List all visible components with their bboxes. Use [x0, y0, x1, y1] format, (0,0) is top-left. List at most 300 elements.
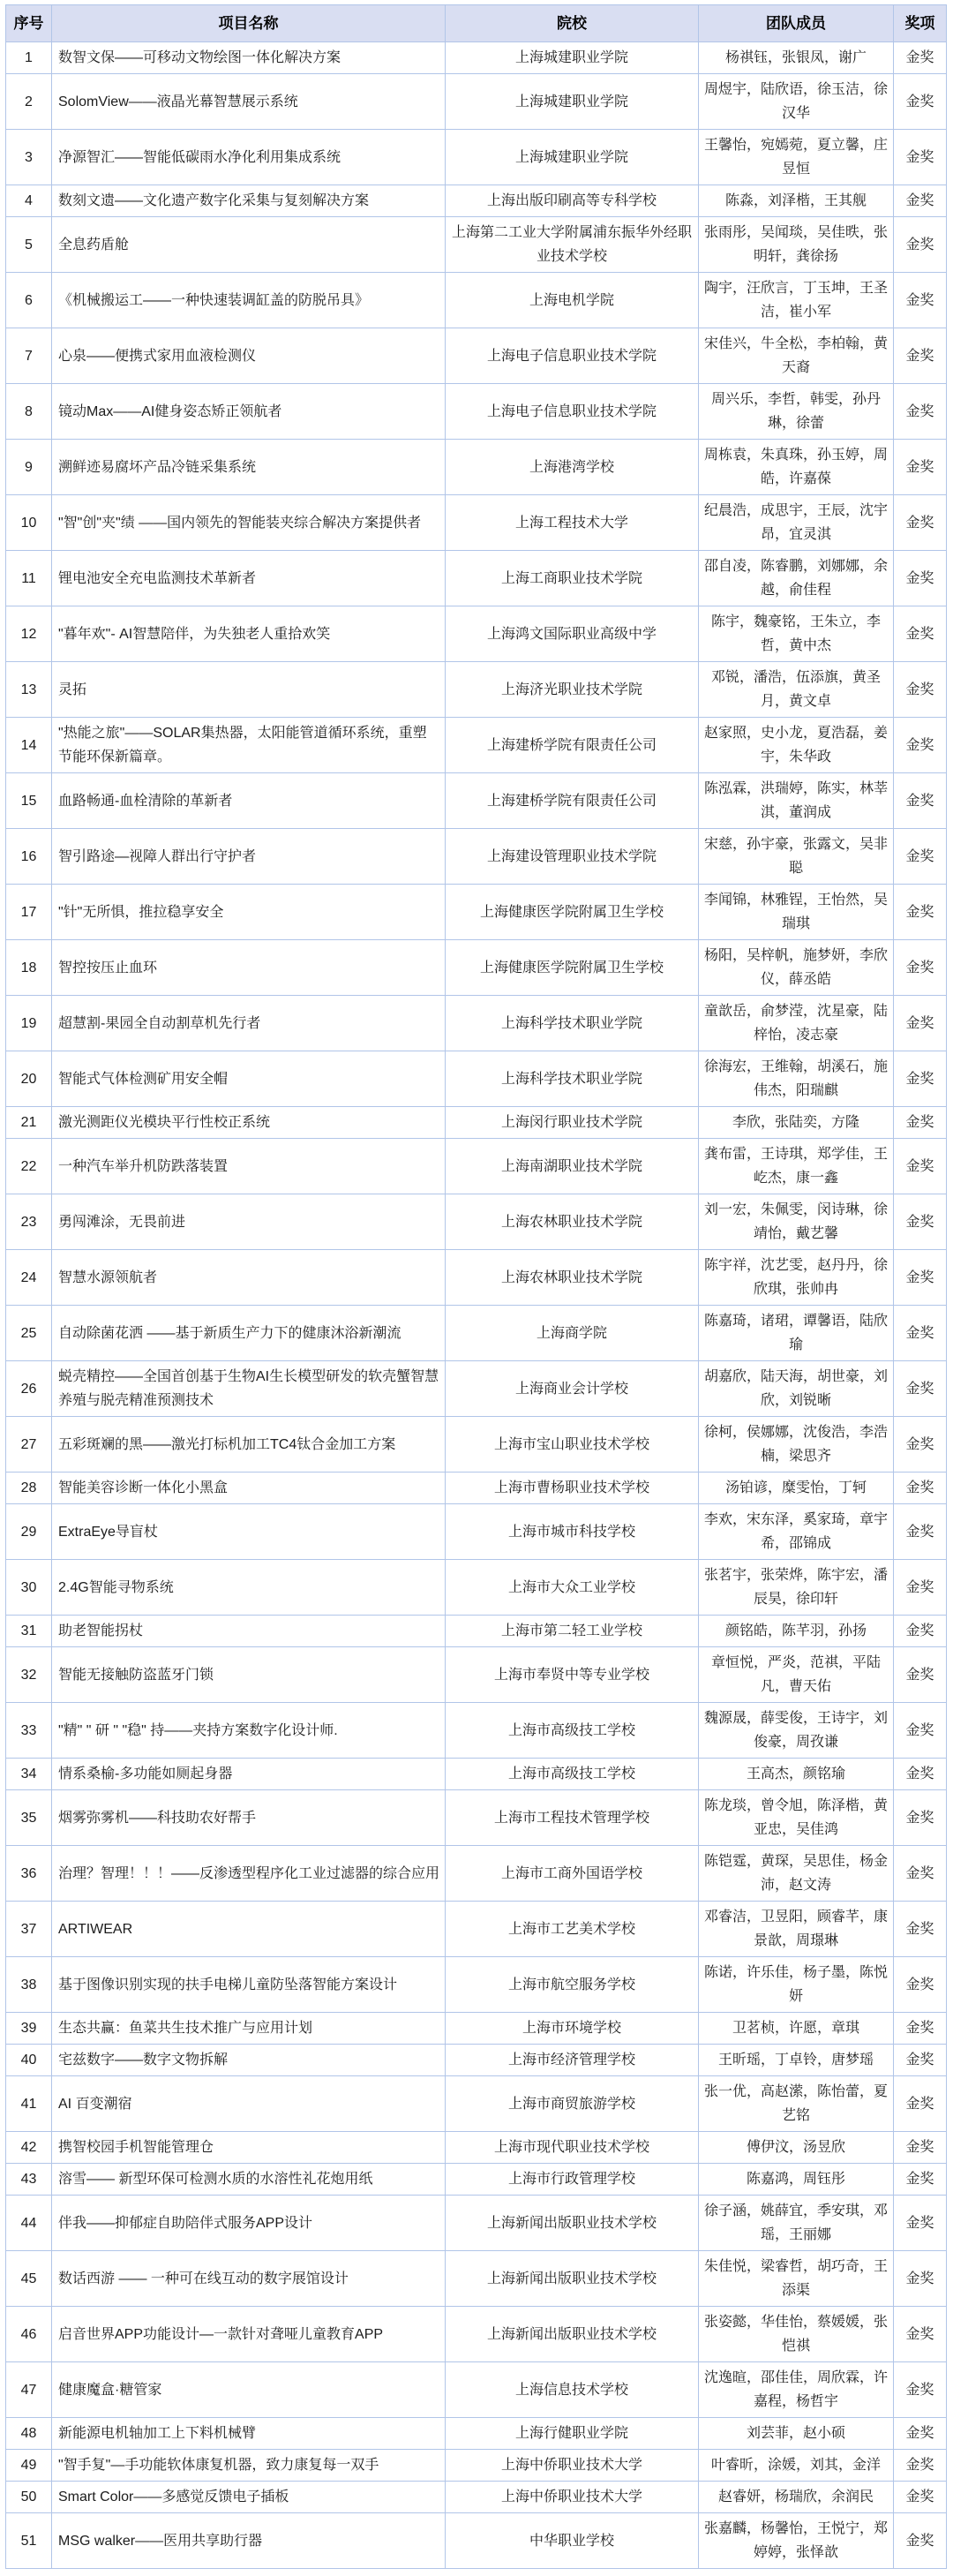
cell-team-members: 章恒悦，严炎，范祺，平陆凡，曹天佑: [699, 1647, 894, 1703]
table-row: [6, 1560, 947, 1616]
cell-project-name: 智能无接触防盗蓝牙门锁: [52, 1647, 446, 1703]
cell-team-members: 周兴乐，李哲，韩雯，孙丹琳，徐蕾: [699, 384, 894, 440]
cell-team-members: 张雨彤，吴闻琰，吴佳昳，张明轩，龚徐扬: [699, 217, 894, 273]
table-row: [6, 2307, 947, 2362]
cell-index: 9: [6, 440, 52, 495]
cell-award: 金奖: [894, 1417, 947, 1473]
cell-award: 金奖: [894, 718, 947, 773]
cell-team-members: 李闻锦，林雅锃，王怡然，吴瑞琪: [699, 885, 894, 940]
cell-team-members: 李欢，宋东泽，奚家琦，章宇希，邵锦成: [699, 1504, 894, 1560]
cell-school: 上海建桥学院有限责任公司: [446, 773, 699, 829]
cell-project-name: 智能式气体检测矿用安全帽: [52, 1051, 446, 1107]
cell-project-name: "精" " 研 " "稳" 持——夹持方案数字化设计师.: [52, 1703, 446, 1759]
cell-team-members: 纪晨浩，成思宇，王辰，沈宇昂，宜灵淇: [699, 495, 894, 551]
cell-school: 上海市工商外国语学校: [446, 1846, 699, 1902]
cell-school: 上海电子信息职业技术学院: [446, 384, 699, 440]
cell-award: 金奖: [894, 1107, 947, 1139]
table-row: [6, 829, 947, 885]
cell-project-name: MSG walker——医用共享助行器: [52, 2513, 446, 2569]
cell-award: 金奖: [894, 1616, 947, 1647]
cell-award: 金奖: [894, 1361, 947, 1417]
cell-index: 2: [6, 74, 52, 130]
cell-award: 金奖: [894, 2307, 947, 2362]
cell-award: 金奖: [894, 217, 947, 273]
table-row: [6, 718, 947, 773]
table-row: [6, 495, 947, 551]
cell-award: 金奖: [894, 2362, 947, 2418]
table-row: [6, 1902, 947, 1957]
cell-award: 金奖: [894, 328, 947, 384]
table-row: [6, 1703, 947, 1759]
cell-project-name: 全息药盾舱: [52, 217, 446, 273]
cell-team-members: 张姿懿，华佳怡，蔡媛媛，张恺祺: [699, 2307, 894, 2362]
cell-index: 24: [6, 1250, 52, 1306]
table-row: [6, 1790, 947, 1846]
cell-team-members: 陈宇祥，沈艺雯，赵丹丹，徐欣琪，张帅冉: [699, 1250, 894, 1306]
cell-team-members: 邓睿洁，卫昱阳，顾睿芊，康景歆，周璟琳: [699, 1902, 894, 1957]
cell-school: 上海市环境学校: [446, 2013, 699, 2045]
cell-team-members: 魏源晟，薛雯俊，王诗宇，刘俊豪，周孜谦: [699, 1703, 894, 1759]
cell-index: 45: [6, 2251, 52, 2307]
cell-index: 50: [6, 2482, 52, 2513]
table-row: [6, 2362, 947, 2418]
cell-team-members: 龚布雷，王诗琪，郑学佳，王屹杰，康一鑫: [699, 1139, 894, 1194]
cell-project-name: AI 百变潮宿: [52, 2076, 446, 2132]
cell-team-members: 王高杰，颜铭瑜: [699, 1759, 894, 1790]
cell-index: 28: [6, 1473, 52, 1504]
cell-award: 金奖: [894, 2418, 947, 2450]
table-row: [6, 1616, 947, 1647]
cell-project-name: 启音世界APP功能设计—一款针对聋哑儿童教育APP: [52, 2307, 446, 2362]
cell-index: 49: [6, 2450, 52, 2482]
table-row: [6, 2196, 947, 2251]
cell-team-members: 周栋袁，朱真珠，孙玉婷，周皓，许嘉葆: [699, 440, 894, 495]
cell-award: 金奖: [894, 130, 947, 185]
cell-school: 上海南湖职业技术学院: [446, 1139, 699, 1194]
cell-school: 上海第二工业大学附属浦东振华外经职业技术学校: [446, 217, 699, 273]
cell-index: 32: [6, 1647, 52, 1703]
cell-school: 上海市城市科技学校: [446, 1504, 699, 1560]
table-row: [6, 273, 947, 328]
award-results-table: [5, 4, 947, 2569]
cell-project-name: 生态共赢：鱼菜共生技术推广与应用计划: [52, 2013, 446, 2045]
table-row: [6, 1194, 947, 1250]
cell-index: 25: [6, 1306, 52, 1361]
cell-index: 14: [6, 718, 52, 773]
cell-award: 金奖: [894, 384, 947, 440]
cell-index: 31: [6, 1616, 52, 1647]
cell-school: 上海市商贸旅游学校: [446, 2076, 699, 2132]
table-row: [6, 996, 947, 1051]
cell-award: 金奖: [894, 495, 947, 551]
table-row: [6, 1957, 947, 2013]
cell-project-name: "暮年欢"- AI智慧陪伴，为失独老人重拾欢笑: [52, 606, 446, 662]
cell-award: 金奖: [894, 773, 947, 829]
table-row: [6, 42, 947, 74]
col-header-school: 院校: [446, 5, 699, 42]
cell-index: 38: [6, 1957, 52, 2013]
cell-school: 上海建设管理职业技术学院: [446, 829, 699, 885]
table-row: [6, 328, 947, 384]
col-header-project-name: 项目名称: [52, 5, 446, 42]
table-row: [6, 2045, 947, 2076]
cell-award: 金奖: [894, 2045, 947, 2076]
cell-team-members: 赵睿妍，杨瑞欣，余润民: [699, 2482, 894, 2513]
table-row: [6, 606, 947, 662]
cell-school: 上海市宝山职业技术学校: [446, 1417, 699, 1473]
cell-award: 金奖: [894, 2482, 947, 2513]
cell-project-name: "智手复"—手功能软体康复机器，致力康复每一双手: [52, 2450, 446, 2482]
cell-award: 金奖: [894, 996, 947, 1051]
cell-school: 上海鸿文国际职业高级中学: [446, 606, 699, 662]
cell-school: 上海市大众工业学校: [446, 1560, 699, 1616]
table-header: [6, 5, 947, 42]
cell-award: 金奖: [894, 829, 947, 885]
cell-school: 上海市奉贤中等专业学校: [446, 1647, 699, 1703]
cell-project-name: 一种汽车举升机防跌落装置: [52, 1139, 446, 1194]
cell-team-members: 陶宇，汪欣言，丁玉坤，王圣洁，崔小军: [699, 273, 894, 328]
cell-index: 43: [6, 2164, 52, 2196]
cell-project-name: 镜动Max——AI健身姿态矫正领航者: [52, 384, 446, 440]
cell-school: 上海工程技术大学: [446, 495, 699, 551]
cell-index: 17: [6, 885, 52, 940]
table-row: [6, 2164, 947, 2196]
table-row: [6, 2132, 947, 2164]
cell-project-name: 携智校园手机智能管理仓: [52, 2132, 446, 2164]
cell-school: 上海出版印刷高等专科学校: [446, 185, 699, 217]
cell-award: 金奖: [894, 2196, 947, 2251]
cell-team-members: 王昕瑶，丁卓铃，唐梦瑶: [699, 2045, 894, 2076]
cell-school: 上海市工艺美术学校: [446, 1902, 699, 1957]
cell-project-name: 治理？智理！！！——反渗透型程序化工业过滤器的综合应用: [52, 1846, 446, 1902]
col-header-award: 奖项: [894, 5, 947, 42]
cell-index: 10: [6, 495, 52, 551]
cell-school: 中华职业学校: [446, 2513, 699, 2569]
table-row: [6, 1473, 947, 1504]
cell-project-name: 伴我——抑郁症自助陪伴式服务APP设计: [52, 2196, 446, 2251]
cell-project-name: 烟雾弥雾机——科技助农好帮手: [52, 1790, 446, 1846]
cell-team-members: 王馨怡，宛嫣菀，夏立馨，庄昱恒: [699, 130, 894, 185]
cell-school: 上海市高级技工学校: [446, 1703, 699, 1759]
cell-project-name: 激光测距仪光模块平行性校正系统: [52, 1107, 446, 1139]
cell-school: 上海电子信息职业技术学院: [446, 328, 699, 384]
cell-team-members: 徐子涵，姚薛宜，季安琪，邓瑶，王丽娜: [699, 2196, 894, 2251]
cell-school: 上海港湾学校: [446, 440, 699, 495]
cell-index: 48: [6, 2418, 52, 2450]
cell-project-name: 溯鲜迹易腐坏产品冷链采集系统: [52, 440, 446, 495]
cell-award: 金奖: [894, 1306, 947, 1361]
cell-index: 39: [6, 2013, 52, 2045]
cell-award: 金奖: [894, 1790, 947, 1846]
cell-project-name: 血路畅通-血栓清除的革新者: [52, 773, 446, 829]
cell-project-name: 《机械搬运工——一种快速装调缸盖的防脱吊具》: [52, 273, 446, 328]
cell-school: 上海市曹杨职业技术学校: [446, 1473, 699, 1504]
cell-team-members: 张嘉麟，杨馨怡，王悦宁，郑婷婷，张怿歆: [699, 2513, 894, 2569]
cell-project-name: 溶雪—— 新型环保可检测水质的水溶性礼花炮用纸: [52, 2164, 446, 2196]
cell-team-members: 刘一宏，朱佩雯，闵诗琳，徐靖怡，戴艺馨: [699, 1194, 894, 1250]
cell-index: 44: [6, 2196, 52, 2251]
cell-award: 金奖: [894, 885, 947, 940]
cell-award: 金奖: [894, 440, 947, 495]
cell-award: 金奖: [894, 2132, 947, 2164]
cell-award: 金奖: [894, 1647, 947, 1703]
table-row: [6, 1250, 947, 1306]
cell-index: 4: [6, 185, 52, 217]
table-row: [6, 2513, 947, 2569]
cell-school: 上海新闻出版职业技术学校: [446, 2196, 699, 2251]
cell-team-members: 邓锐，潘浩，伍添旗，黄圣月，黄文卓: [699, 662, 894, 718]
cell-award: 金奖: [894, 1560, 947, 1616]
cell-school: 上海济光职业技术学院: [446, 662, 699, 718]
cell-award: 金奖: [894, 1703, 947, 1759]
cell-project-name: "针"无所惧，推拉稳享安全: [52, 885, 446, 940]
col-header-team-members: 团队成员: [699, 5, 894, 42]
cell-index: 15: [6, 773, 52, 829]
cell-award: 金奖: [894, 1139, 947, 1194]
cell-project-name: 基于图像识别实现的扶手电梯儿童防坠落智能方案设计: [52, 1957, 446, 2013]
cell-index: 3: [6, 130, 52, 185]
cell-index: 1: [6, 42, 52, 74]
cell-team-members: 陈淼，刘泽楷，王其舰: [699, 185, 894, 217]
table-row: [6, 1306, 947, 1361]
cell-team-members: 陈龙琰，曾令旭，陈泽楷，黄亚忠，吴佳鸿: [699, 1790, 894, 1846]
cell-index: 33: [6, 1703, 52, 1759]
table-row: [6, 2013, 947, 2045]
cell-team-members: 李欣，张陆奕，方隆: [699, 1107, 894, 1139]
cell-project-name: 2.4G智能寻物系统: [52, 1560, 446, 1616]
cell-team-members: 卫茗桢，许愿，章琪: [699, 2013, 894, 2045]
cell-team-members: 胡嘉欣，陆天海，胡世豪，刘欣，刘锐晰: [699, 1361, 894, 1417]
cell-index: 42: [6, 2132, 52, 2164]
cell-team-members: 沈逸暄，邵佳佳，周欣霖，许嘉程，杨哲宇: [699, 2362, 894, 2418]
cell-school: 上海科学技术职业学院: [446, 996, 699, 1051]
cell-school: 上海市第二轻工业学校: [446, 1616, 699, 1647]
table-row: [6, 1361, 947, 1417]
cell-index: 30: [6, 1560, 52, 1616]
cell-school: 上海新闻出版职业技术学校: [446, 2251, 699, 2307]
cell-award: 金奖: [894, 2164, 947, 2196]
cell-school: 上海城建职业学院: [446, 42, 699, 74]
cell-project-name: ARTIWEAR: [52, 1902, 446, 1957]
cell-team-members: 陈嘉鸿，周钰彤: [699, 2164, 894, 2196]
cell-team-members: 杨祺钰，张银凤，谢广: [699, 42, 894, 74]
table-row: [6, 1051, 947, 1107]
cell-school: 上海信息技术学校: [446, 2362, 699, 2418]
cell-index: 6: [6, 273, 52, 328]
cell-index: 8: [6, 384, 52, 440]
cell-project-name: 五彩斑斓的黑——激光打标机加工TC4钛合金加工方案: [52, 1417, 446, 1473]
cell-award: 金奖: [894, 2013, 947, 2045]
table-row: [6, 940, 947, 996]
cell-team-members: 陈铠霆，黄琛，吴思佳，杨金沛，赵文涛: [699, 1846, 894, 1902]
table-row: [6, 2076, 947, 2132]
cell-award: 金奖: [894, 74, 947, 130]
cell-team-members: 陈宇，魏豪铭，王朱立，李哲，黄中杰: [699, 606, 894, 662]
cell-index: 26: [6, 1361, 52, 1417]
col-header-index: 序号: [6, 5, 52, 42]
cell-school: 上海城建职业学院: [446, 130, 699, 185]
cell-index: 16: [6, 829, 52, 885]
cell-team-members: 陈诺，许乐佳，杨子墨，陈悦妍: [699, 1957, 894, 2013]
cell-project-name: "智"创"夹"绩 ——国内领先的智能装夹综合解决方案提供者: [52, 495, 446, 551]
cell-index: 11: [6, 551, 52, 606]
cell-project-name: 数刻文遗——文化遗产数字化采集与复刻解决方案: [52, 185, 446, 217]
cell-school: 上海建桥学院有限责任公司: [446, 718, 699, 773]
cell-project-name: 情系桑榆-多功能如厕起身器: [52, 1759, 446, 1790]
cell-school: 上海市航空服务学校: [446, 1957, 699, 2013]
cell-project-name: 健康魔盒·糖管家: [52, 2362, 446, 2418]
cell-award: 金奖: [894, 606, 947, 662]
cell-team-members: 宋佳兴，牛全松，李柏翰，黄天裔: [699, 328, 894, 384]
cell-index: 19: [6, 996, 52, 1051]
cell-index: 21: [6, 1107, 52, 1139]
cell-school: 上海健康医学院附属卫生学校: [446, 885, 699, 940]
cell-team-members: 张茗宇，张荣烨，陈宇宏，潘辰昊，徐印轩: [699, 1560, 894, 1616]
table-row: [6, 74, 947, 130]
cell-index: 27: [6, 1417, 52, 1473]
cell-award: 金奖: [894, 1846, 947, 1902]
table-row: [6, 1846, 947, 1902]
cell-project-name: ExtraEye导盲杖: [52, 1504, 446, 1560]
cell-award: 金奖: [894, 1051, 947, 1107]
cell-award: 金奖: [894, 1902, 947, 1957]
table-row: [6, 217, 947, 273]
cell-team-members: 周煜宇，陆欣语，徐玉洁，徐汉华: [699, 74, 894, 130]
cell-project-name: 智慧水源领航者: [52, 1250, 446, 1306]
table-row: [6, 185, 947, 217]
cell-project-name: 心泉——便携式家用血液检测仪: [52, 328, 446, 384]
cell-school: 上海工商职业技术学院: [446, 551, 699, 606]
table-row: [6, 384, 947, 440]
cell-team-members: 朱佳悦，梁睿哲，胡巧奇，王添渠: [699, 2251, 894, 2307]
cell-index: 23: [6, 1194, 52, 1250]
cell-award: 金奖: [894, 273, 947, 328]
cell-team-members: 杨阳，吴梓帆，施梦妍，李欣仪，薛丞皓: [699, 940, 894, 996]
cell-project-name: "热能之旅"——SOLAR集热器，太阳能管道循环系统，重塑节能环保新篇章。: [52, 718, 446, 773]
cell-school: 上海闵行职业技术学院: [446, 1107, 699, 1139]
cell-project-name: 宅兹数字——数字文物拆解: [52, 2045, 446, 2076]
cell-project-name: 数智文保——可移动文物绘图一体化解决方案: [52, 42, 446, 74]
cell-index: 41: [6, 2076, 52, 2132]
cell-index: 46: [6, 2307, 52, 2362]
cell-award: 金奖: [894, 2251, 947, 2307]
table-row: [6, 2418, 947, 2450]
cell-team-members: 叶睿昕，涂媛，刘其，金洋: [699, 2450, 894, 2482]
cell-index: 7: [6, 328, 52, 384]
table-row: [6, 2450, 947, 2482]
cell-school: 上海城建职业学院: [446, 74, 699, 130]
cell-index: 34: [6, 1759, 52, 1790]
cell-school: 上海中侨职业技术大学: [446, 2450, 699, 2482]
cell-team-members: 邵自凌，陈睿鹏，刘娜娜，余越，俞佳程: [699, 551, 894, 606]
cell-project-name: 智控按压止血环: [52, 940, 446, 996]
cell-award: 金奖: [894, 1957, 947, 2013]
cell-school: 上海中侨职业技术大学: [446, 2482, 699, 2513]
cell-index: 12: [6, 606, 52, 662]
table-row: [6, 2482, 947, 2513]
cell-school: 上海市工程技术管理学校: [446, 1790, 699, 1846]
cell-project-name: 超慧割-果园全自动割草机先行者: [52, 996, 446, 1051]
cell-school: 上海商学院: [446, 1306, 699, 1361]
cell-school: 上海农林职业技术学院: [446, 1194, 699, 1250]
table-row: [6, 2251, 947, 2307]
table-row: [6, 1139, 947, 1194]
cell-school: 上海电机学院: [446, 273, 699, 328]
cell-project-name: 勇闯滩涂，无畏前进: [52, 1194, 446, 1250]
cell-team-members: 徐海宏，王维翰，胡溪石，施伟杰，阳瑞麒: [699, 1051, 894, 1107]
cell-school: 上海农林职业技术学院: [446, 1250, 699, 1306]
cell-index: 18: [6, 940, 52, 996]
cell-index: 5: [6, 217, 52, 273]
cell-award: 金奖: [894, 1504, 947, 1560]
cell-team-members: 陈泓霖，洪瑞婷，陈实，林莘淇，董润成: [699, 773, 894, 829]
table-row: [6, 1107, 947, 1139]
cell-project-name: Smart Color——多感觉反馈电子插板: [52, 2482, 446, 2513]
cell-award: 金奖: [894, 551, 947, 606]
cell-index: 20: [6, 1051, 52, 1107]
cell-index: 40: [6, 2045, 52, 2076]
cell-school: 上海商业会计学校: [446, 1361, 699, 1417]
cell-team-members: 张一优，高赵潆，陈怡蕾，夏艺铭: [699, 2076, 894, 2132]
cell-project-name: 锂电池安全充电监测技术革新者: [52, 551, 446, 606]
cell-project-name: 净源智汇——智能低碳雨水净化利用集成系统: [52, 130, 446, 185]
cell-project-name: 智引路途—视障人群出行守护者: [52, 829, 446, 885]
table-row: [6, 551, 947, 606]
cell-school: 上海科学技术职业学院: [446, 1051, 699, 1107]
table-row: [6, 1504, 947, 1560]
cell-project-name: 智能美容诊断一体化小黑盒: [52, 1473, 446, 1504]
cell-team-members: 徐柯，侯娜娜，沈俊浩，李浩楠，梁思齐: [699, 1417, 894, 1473]
cell-team-members: 颜铭皓，陈芊羽，孙扬: [699, 1616, 894, 1647]
cell-project-name: SolomView——液晶光幕智慧展示系统: [52, 74, 446, 130]
cell-team-members: 汤铂谚，糜雯怡，丁轲: [699, 1473, 894, 1504]
table-body: [6, 42, 947, 2569]
cell-award: 金奖: [894, 2076, 947, 2132]
cell-project-name: 新能源电机轴加工上下料机械臂: [52, 2418, 446, 2450]
cell-award: 金奖: [894, 1759, 947, 1790]
cell-project-name: 自动除菌花洒 ——基于新质生产力下的健康沐浴新潮流: [52, 1306, 446, 1361]
header-row: [6, 5, 947, 42]
table-row: [6, 1759, 947, 1790]
table-row: [6, 1647, 947, 1703]
cell-award: 金奖: [894, 940, 947, 996]
cell-award: 金奖: [894, 2513, 947, 2569]
cell-school: 上海市经济管理学校: [446, 2045, 699, 2076]
cell-index: 35: [6, 1790, 52, 1846]
cell-school: 上海市高级技工学校: [446, 1759, 699, 1790]
cell-school: 上海健康医学院附属卫生学校: [446, 940, 699, 996]
cell-project-name: 灵拓: [52, 662, 446, 718]
cell-index: 47: [6, 2362, 52, 2418]
table-row: [6, 130, 947, 185]
table-row: [6, 885, 947, 940]
cell-award: 金奖: [894, 1194, 947, 1250]
table-row: [6, 773, 947, 829]
cell-award: 金奖: [894, 1250, 947, 1306]
table-row: [6, 1417, 947, 1473]
cell-index: 13: [6, 662, 52, 718]
cell-school: 上海市行政管理学校: [446, 2164, 699, 2196]
cell-award: 金奖: [894, 1473, 947, 1504]
cell-school: 上海市现代职业技术学校: [446, 2132, 699, 2164]
cell-team-members: 傅伊汶，汤昱欣: [699, 2132, 894, 2164]
cell-project-name: 数话西游 —— 一种可在线互动的数字展馆设计: [52, 2251, 446, 2307]
cell-school: 上海行健职业学院: [446, 2418, 699, 2450]
cell-project-name: 助老智能拐杖: [52, 1616, 446, 1647]
cell-index: 51: [6, 2513, 52, 2569]
cell-index: 37: [6, 1902, 52, 1957]
cell-index: 22: [6, 1139, 52, 1194]
